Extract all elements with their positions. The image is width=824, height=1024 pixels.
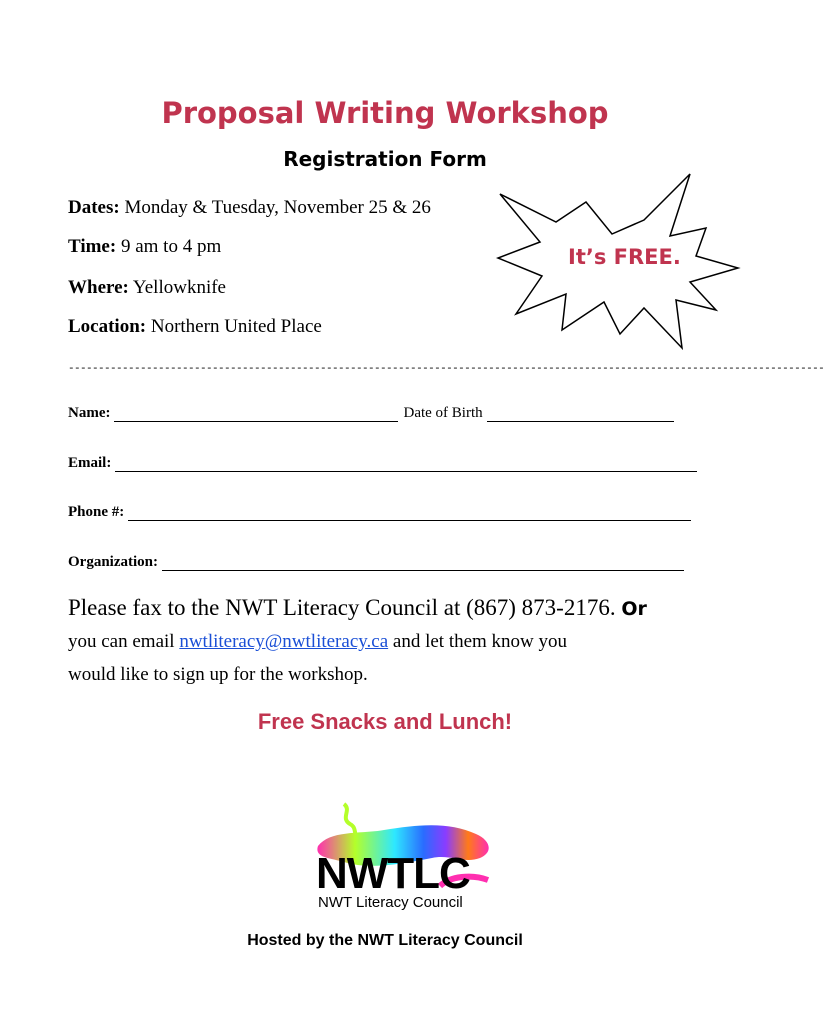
email-instruction <box>68 631 567 653</box>
fax-instruction <box>68 595 647 621</box>
organization-label: Organization: <box>68 554 158 570</box>
free-badge-text: It’s FREE. <box>568 245 681 269</box>
fax-text: Please fax to the NWT Literacy Council at (867) 873-2176. <box>68 595 616 620</box>
phone-blank[interactable] <box>128 507 691 521</box>
organization-blank[interactable] <box>162 557 684 571</box>
snacks-banner: Free Snacks and Lunch! <box>257 709 513 734</box>
logo-letters: NWTLC <box>316 849 470 898</box>
name-label: Name: <box>68 405 111 421</box>
email-blank[interactable] <box>115 458 697 472</box>
email-label: Email: <box>68 455 112 471</box>
phone-label: Phone #: <box>68 504 125 520</box>
page-title: Proposal Writing Workshop <box>161 96 609 130</box>
location-row <box>68 316 322 338</box>
divider-line: ------------------------------------------------------------------------------------------------------------------------------ <box>68 363 824 375</box>
email-prefix: you can email <box>68 631 175 652</box>
email-field-row <box>68 455 697 472</box>
email-suffix: and let them know you <box>392 631 568 652</box>
email-link[interactable]: nwtliteracy@nwtliteracy.ca <box>179 631 389 652</box>
where-value: Yellowknife <box>132 277 226 298</box>
name-field-row <box>68 405 674 422</box>
time-row <box>68 236 221 258</box>
dob-blank[interactable] <box>487 408 674 422</box>
dates-label: Dates: <box>68 197 120 218</box>
time-label: Time: <box>68 236 117 257</box>
page-subtitle: Registration Form <box>283 147 487 171</box>
location-label: Location: <box>68 316 147 337</box>
name-blank[interactable] <box>114 408 398 422</box>
logo-subtitle: NWT Literacy Council <box>318 894 463 911</box>
organization-field-row <box>68 554 684 571</box>
or-text: Or <box>621 598 647 620</box>
where-row <box>68 277 226 299</box>
location-value: Northern United Place <box>150 316 322 337</box>
hosted-by-footer: Hosted by the NWT Literacy Council <box>247 932 523 949</box>
time-value: 9 am to 4 pm <box>120 236 222 257</box>
where-label: Where: <box>68 277 129 298</box>
closing-line: would like to sign up for the workshop. <box>68 664 368 685</box>
dates-value: Monday & Tuesday, November 25 & 26 <box>124 197 431 218</box>
dob-label: Date of Birth <box>403 405 483 421</box>
phone-field-row <box>68 504 691 521</box>
dates-row <box>68 197 431 219</box>
